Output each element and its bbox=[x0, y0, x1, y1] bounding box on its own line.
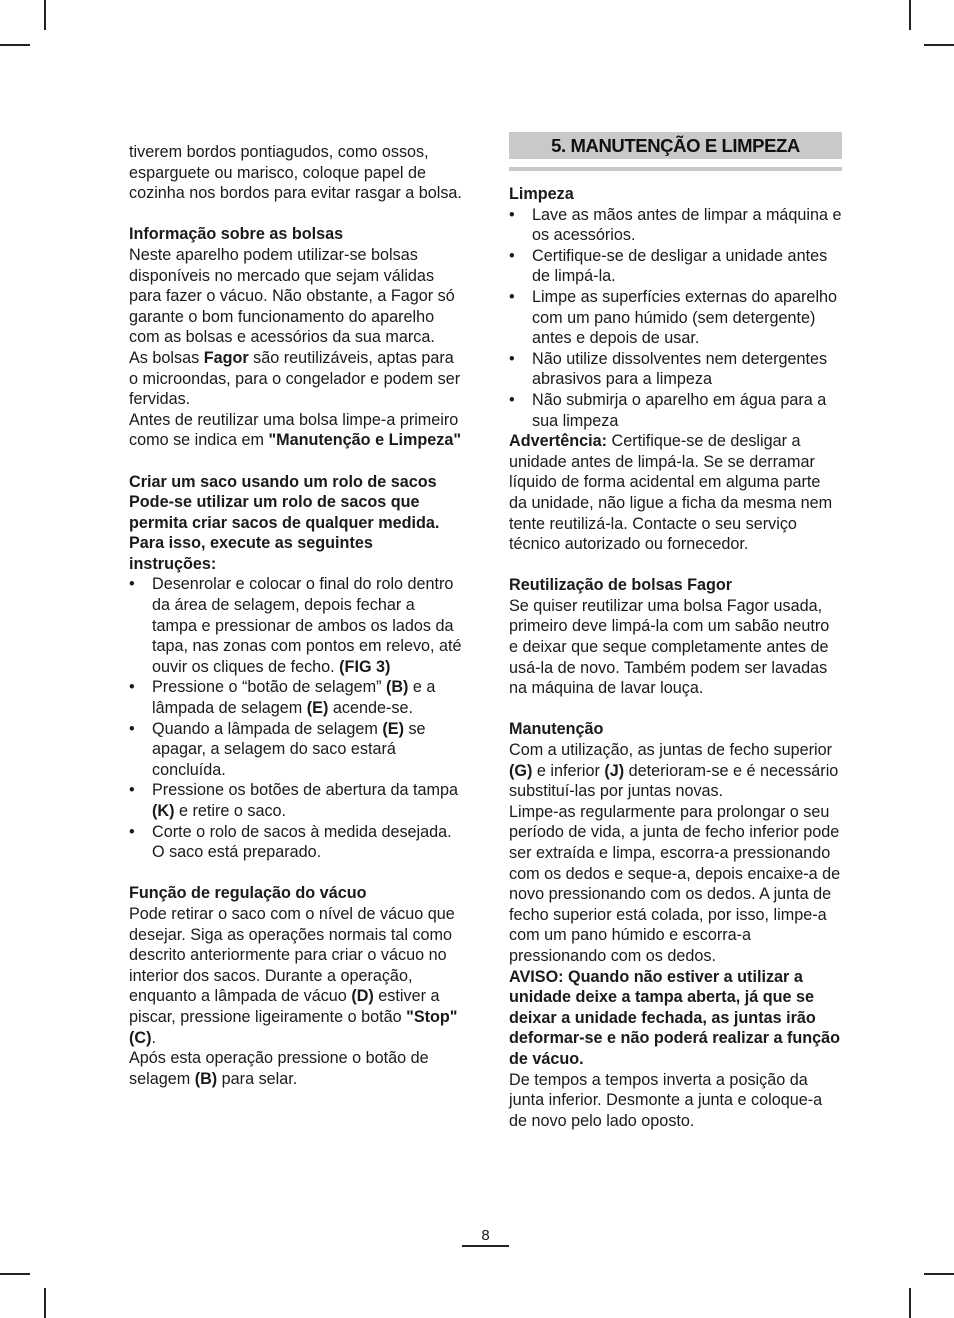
list-item: • Quando a lâmpada de selagem (E) se apagar, a selagem do saco estará concluída. bbox=[129, 719, 464, 781]
bags-info-paragraph-2: As bolsas Fagor são reutilizáveis, aptas para o microondas, para o congelador e podem ser fervidas. bbox=[129, 348, 461, 409]
section-title: 5. MANUTENÇÃO E LIMPEZA bbox=[509, 132, 842, 159]
crop-mark bbox=[44, 1288, 46, 1318]
section-title-rule bbox=[509, 167, 842, 171]
crop-mark bbox=[0, 44, 30, 46]
list-item: • Limpe as superfícies externas do aparelho com um pano húmido (sem detergente) antes e depois de usar. bbox=[509, 287, 842, 349]
bags-info-paragraph-1: Neste aparelho podem utilizar-se bolsas disponíveis no mercado que sejam válidas para fazer o vácuo. Não obstante, a Fagor só garante o bom funcionamento do aparelho com as bolsas e acessórios da sua marca. bbox=[129, 245, 455, 347]
crop-mark bbox=[924, 1273, 954, 1275]
cleaning-heading: Limpeza bbox=[509, 185, 574, 203]
left-column bbox=[129, 142, 464, 1089]
maintenance-paragraph-2: Limpe-as regularmente para prolongar o seu período de vida, a junta de fecho inferior pode ser extraída e limpa, escorra-a pressionando com os dedos e seque-a, depois encaixe-a de novo pressionando com os dedos. A junta de fecho superior está colada, por isso, limpe-a com um pano húmido e escorra-a pressionando com os dedos. bbox=[509, 802, 841, 965]
reuse-heading: Reutilização de bolsas Fagor bbox=[509, 576, 733, 595]
intro-paragraph: tiverem bordos pontiagudos, como ossos, esparguete ou marisco, coloque papel de cozinha nos bordos para evitar rasgar a bolsa. bbox=[129, 143, 462, 203]
list-item: • Certifique-se de desligar a unidade antes de limpá-la. bbox=[509, 246, 842, 287]
list-item: • Não submirja o aparelho em água para a sua limpeza bbox=[509, 390, 842, 431]
maintenance-heading: Manutenção bbox=[509, 720, 604, 739]
crop-mark bbox=[44, 0, 46, 30]
bags-info-heading: Informação sobre as bolsas bbox=[129, 225, 344, 244]
page-number: 8 bbox=[481, 1227, 490, 1244]
list-item: • Lave as mãos antes de limpar a máquina e os acessórios. bbox=[509, 205, 842, 246]
vacuum-paragraph-1: Pode retirar o saco com o nível de vácuo que desejar. Siga as operações normais tal como descrito anteriormente para criar o vácuo no interior dos sacos. Durante a operação, enquanto a lâmpada de vácuo (D) estiver a piscar, pressione ligeiramente o botão "Stop" (C). bbox=[129, 904, 458, 1047]
roll-steps-list bbox=[129, 574, 464, 862]
list-item: • Desenrolar e colocar o final do rolo dentro da área de selagem, depois fechar a tampa e pressionar de ambos os lados da tapa, nas zonas com pontos em relevo, até ouvir os cliques de fecho. (FIG 3) bbox=[129, 574, 464, 677]
maintenance-notice: AVISO: Quando não estiver a utilizar a unidade deixe a tampa aberta, já que se deixar a unidade fechada, as juntas irão deformar-se e não poderá realizar a função de vácuo. bbox=[509, 967, 841, 1068]
maintenance-paragraph-1: Com a utilização, as juntas de fecho superior (G) e inferior (J) deterioram-se e é necessário substituí-las por juntas novas. bbox=[509, 741, 839, 801]
roll-intro: Pode-se utilizar um rolo de sacos que permita criar sacos de qualquer medida. Para isso, execute as seguintes instruções: bbox=[129, 493, 440, 573]
crop-mark bbox=[0, 1273, 30, 1275]
maintenance-paragraph-3: De tempos a tempos inverta a posição da junta inferior. Desmonte a junta e coloque-a de novo pelo lado oposto. bbox=[509, 1070, 823, 1130]
bags-info-paragraph-3: Antes de reutilizar uma bolsa limpe-a primeiro como se indica em "Manutenção e Limpeza" bbox=[129, 410, 462, 450]
roll-heading: Criar um saco usando um rolo de sacos bbox=[129, 472, 437, 491]
vacuum-paragraph-2: Após esta operação pressione o botão de selagem (B) para selar. bbox=[129, 1049, 429, 1088]
list-item: • Pressione o “botão de selagem” (B) e a lâmpada de selagem (E) acende-se. bbox=[129, 677, 464, 718]
reuse-paragraph: Se quiser reutilizar uma bolsa Fagor usada, primeiro deve limpá-la com um sabão neutro e deixar que seque completamente antes de usá-la de novo. Também podem ser lavadas na máquina de lavar louça. bbox=[509, 596, 830, 698]
vacuum-heading: Função de regulação do vácuo bbox=[129, 884, 367, 903]
list-item: • Corte o rolo de sacos à medida desejada. O saco está preparado. bbox=[129, 822, 464, 863]
right-column bbox=[509, 132, 842, 1131]
cleaning-list bbox=[509, 205, 842, 432]
cleaning-warning: Advertência: Certifique-se de desligar a unidade antes de limpá-la. Se se derramar líquido de forma acidental em alguma parte da unidade, não ligue a ficha da mesma nem tente reutilizá-la. Contacte o seu serviço técnico autorizado ou fornecedor. bbox=[509, 432, 833, 554]
crop-mark bbox=[909, 1288, 911, 1318]
crop-mark bbox=[909, 0, 911, 30]
list-item: • Pressione os botões de abertura da tampa (K) e retire o saco. bbox=[129, 780, 464, 821]
page-number-rule bbox=[462, 1245, 509, 1247]
crop-mark bbox=[924, 44, 954, 46]
list-item: • Não utilize dissolventes nem detergentes abrasivos para a limpeza bbox=[509, 349, 842, 390]
